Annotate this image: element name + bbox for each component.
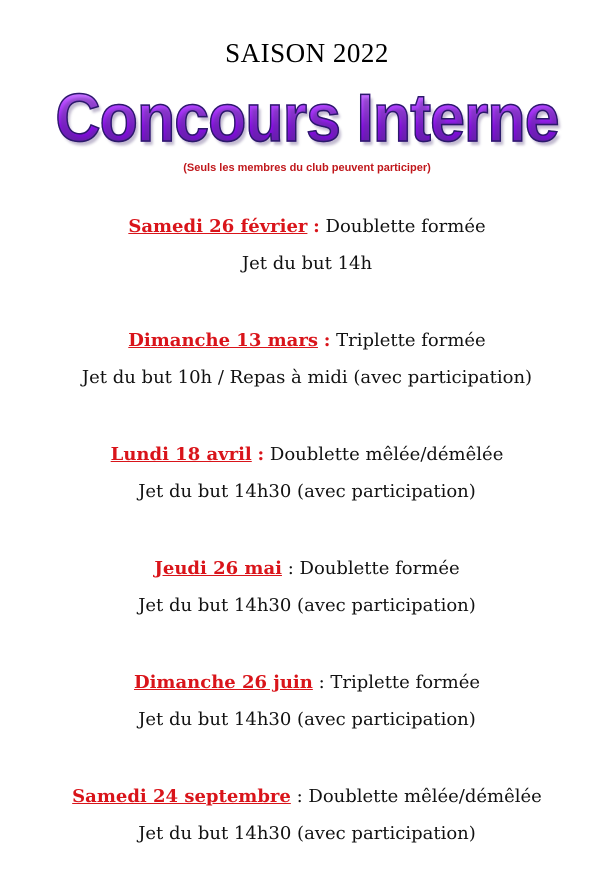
event-type: Doublette formée [299,558,460,579]
event-item [0,322,614,436]
event-separator: : [257,444,265,465]
event-date: Dimanche 26 juin [133,672,313,693]
event-date: Samedi 26 février [128,216,308,237]
event-separator: : [287,558,294,579]
event-item [0,208,614,322]
event-item [0,436,614,550]
event-date: Samedi 24 septembre [72,786,291,807]
event-separator: : [318,672,325,693]
event-separator: : [323,330,331,351]
event-item [0,664,614,778]
event-details: Jet du but 14h30 (avec participation) [138,823,476,844]
event-type: Doublette formée [325,216,486,237]
event-date: Lundi 18 avril [110,444,252,465]
event-heading [0,208,614,245]
event-heading [0,550,614,587]
event-details: Jet du but 14h30 (avec participation) [138,709,476,730]
event-type: Doublette mêlée/démêlée [308,786,542,807]
event-item [0,550,614,664]
event-list [0,208,614,892]
page-title: Concours Interne [25,78,590,158]
event-type: Triplette formée [330,672,481,693]
event-type: Doublette mêlée/démêlée [269,444,504,465]
event-details: Jet du but 10h / Repas à midi (avec participation) [81,367,533,388]
event-details: Jet du but 14h30 (avec participation) [138,595,476,616]
event-heading [0,322,614,359]
event-heading [0,778,614,815]
event-type: Triplette formée [336,330,486,351]
event-details: Jet du but 14h [241,253,373,274]
season-label: SAISON 2022 [225,38,389,68]
event-item [0,778,614,892]
event-heading [0,436,614,473]
event-date: Dimanche 13 mars [128,330,318,351]
event-details: Jet du but 14h30 (avec participation) [138,481,476,502]
subtitle: (Seuls les membres du club peuvent participer) [183,162,431,174]
event-separator: : [313,216,320,237]
event-separator: : [296,786,303,807]
event-heading [0,664,614,701]
event-date: Jeudi 26 mai [154,558,282,579]
